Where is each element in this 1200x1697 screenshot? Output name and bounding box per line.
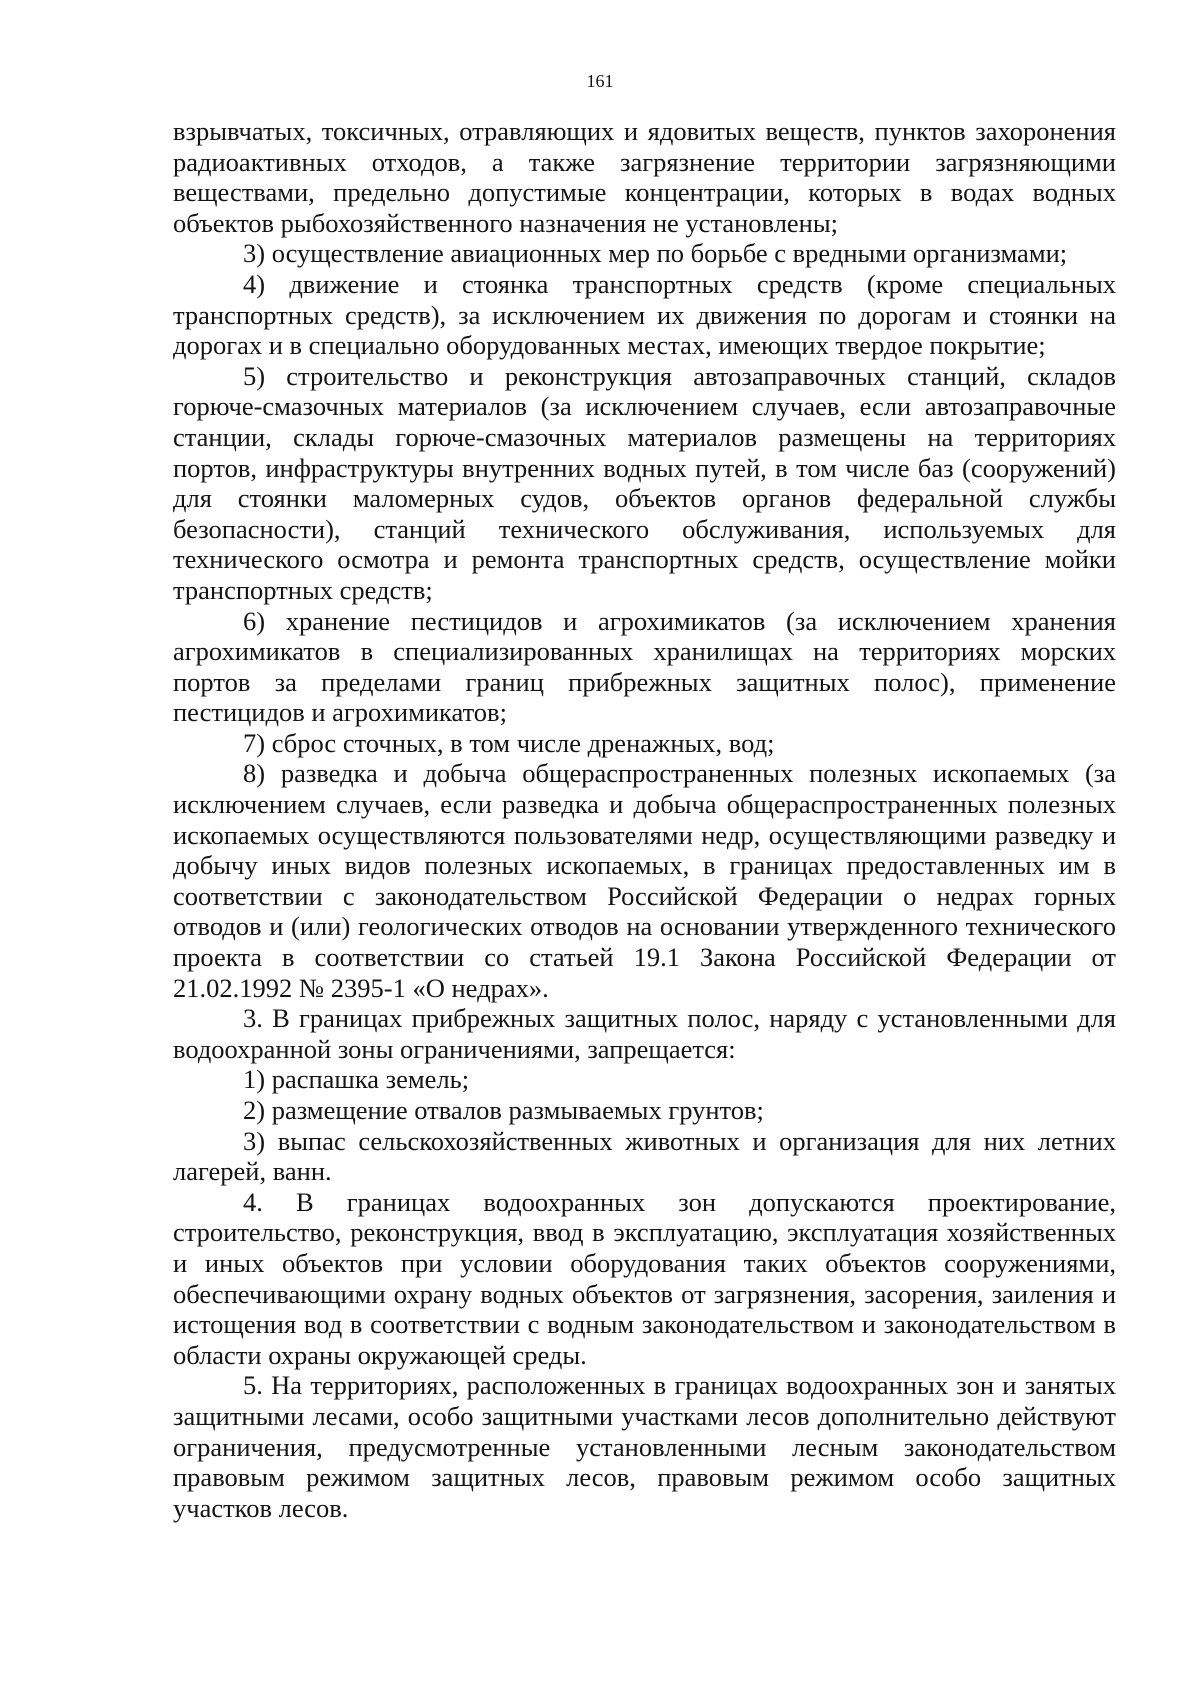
section-3-item-1: 1) распашка земель; — [243, 1064, 470, 1095]
list-item-8: 8) разведка и добыча общераспространенных полезных ископаемых (за исключением случаев, если разведка и добыча общераспространенных полезных ископаемых осуществляются пользователями недр, осуществляющими разведку и добычу иных видов полезных ископаемых, в границах предоставленных им в соответствии с законодательством Российской Федерации о недрах горных отводов и (или) геологических отводов на основании утвержденного технического проекта в соответствии со статьей 19.1 Закона Российской Федерации от 21.02.1992 № 2395-1 «О недрах». — [173, 758, 1116, 1003]
section-4-paragraph: 4. В границах водоохранных зон допускаются проектирование, строительство, реконструкция, ввод в эксплуатацию, эксплуатация хозяйственных и иных объектов при условии оборудования таких объектов сооружениями, обеспечивающими охрану водных объектов от загрязнения, засорения, заиления и истощения вод в соответствии с водным законодательством и законодательством в области охраны окружающей среды. — [173, 1186, 1116, 1370]
page-number: 161 — [586, 71, 614, 91]
list-item-4: 4) движение и стоянка транспортных средств (кроме специальных транспортных средств), за исключением их движения по дорогам и стоянки на дорогах и в специально оборудованных местах, имеющих твердое покрытие; — [173, 268, 1116, 361]
list-item-5: 5) строительство и реконструкция автозаправочных станций, складов горюче-смазочных материалов (за исключением случаев, если автозаправочные станции, склады горюче-смазочных материалов размещены на территориях портов, инфраструктуры внутренних водных путей, в том числе баз (сооружений) для стоянки маломерных судов, объектов органов федеральной службы безопасности), станций технического обслуживания, используемых для технического осмотра и ремонта транспортных средств, осуществление мойки транспортных средств; — [173, 360, 1116, 605]
section-5-paragraph: 5. На территориях, расположенных в границах водоохранных зон и занятых защитными лесами, особо защитными участками лесов дополнительно действуют ограничения, предусмотренные установленными лесным законодательством правовым режимом защитных лесов, правовым режимом особо защитных участков лесов. — [173, 1370, 1116, 1523]
document-body — [173, 116, 1116, 1523]
section-3-paragraph: 3. В границах прибрежных защитных полос, наряду с установленными для водоохранной зоны ограничениями, запрещается: — [173, 1003, 1116, 1064]
paragraph-continuation: взрывчатых, токсичных, отравляющих и ядовитых веществ, пунктов захоронения радиоактивных отходов, а также загрязнение территории загрязняющими веществами, предельно допустимые концентрации, которых в водах водных объектов рыбохозяйственного назначения не установлены; — [173, 116, 1116, 238]
section-3-item-3: 3) выпас сельскохозяйственных животных и организация для них летних лагерей, ванн. — [173, 1125, 1116, 1187]
section-3-item-2: 2) размещение отвалов размываемых грунтов; — [243, 1095, 764, 1125]
list-item-6: 6) хранение пестицидов и агрохимикатов (за исключением хранения агрохимикатов в специализированных хранилищах на территориях морских портов за пределами границ прибрежных защитных полос), применение пестицидов и агрохимикатов; — [173, 605, 1116, 728]
list-item-3: 3) осуществление авиационных мер по борьбе с вредными организмами; — [243, 238, 1068, 269]
list-item-7: 7) сброс сточных, в том числе дренажных, вод; — [243, 727, 775, 758]
